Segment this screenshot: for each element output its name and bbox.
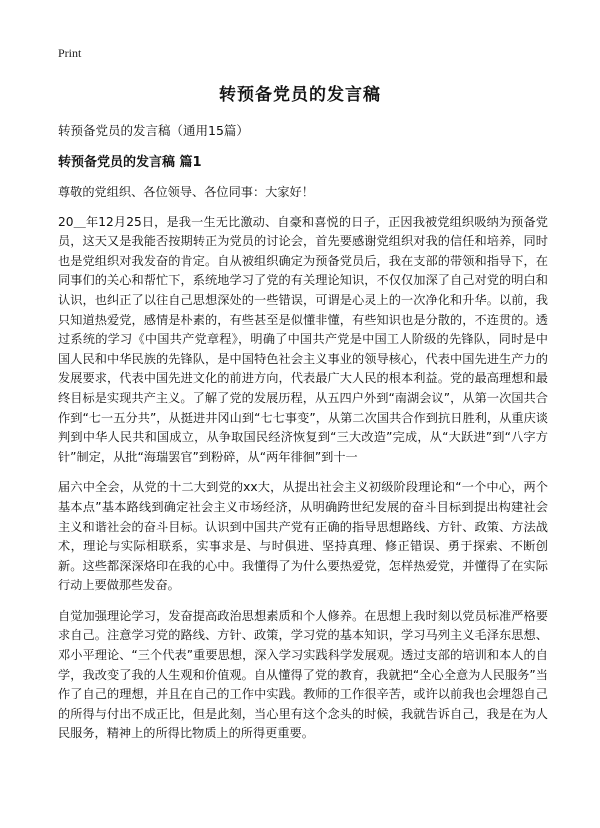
print-link[interactable]: Print [58,46,82,60]
document-body [58,122,548,755]
body-paragraph-2: 届六中全会，从党的十二大到党的xx大，从提出社会主义初级阶段理论和“一个中心，两个基本点”基本路线到确定社会主义市场经济，从明确跨世纪发展的奋斗目标到提出构建社会主义和谐社会的奋斗目标。认识到中国共产党有正确的指导思想路线、方针、政策、方法战术，理论与实际相联系，实事求是、与时俱进、坚持真理、修正错误、勇于探索、不断创新。这些都深深烙印在我的心中。我懂得了为什么要热爱党，怎样热爱党，并懂得了在实际行动上要做那些发奋。 [58,480,548,593]
body-paragraph-1: 20＿年12月25日，是我一生无比激动、自豪和喜悦的日子，正因我被党组织吸纳为预备党员，这天又是我能否按期转正为党员的讨论会，首先要感谢党组织对我的信任和培养，同时也是党组织对我发奋的肯定。自从被组织确定为预备党员后，我在支部的带领和指导下，在同事们的关心和帮忙下，系统地学习了党的有关理论知识，不仅仅加深了自己对党的明白和认识，也纠正了以往自己思想深处的一些错误，可谓是心灵上的一次净化和升华。以前，我只知道热爱党，感情是朴素的，有些甚至是似懂非懂，有些知识也是分散的，不连贯的。透过系统的学习《中国共产党章程》，明确了中国共产党是中国工人阶级的先锋队，同时是中国人民和中华民族的先锋队，是中国特色社会主义事业的领导核心，代表中国先进生产力的发展要求，代表中国先进文化的前进方向，代表最广大人民的根本利益。党的最高理想和最终目标是实现共产主义。了解了党的发展历程，从五四户外到“南湖会议”，从第一次国共合作到“七一五分共”，从挺进井冈山到“七七事变”，从第二次国共合作到抗日胜利，从重庆谈判到中华人民共和国成立，从争取国民经济恢复到“三大改造”完成，从“大跃进”到“八字方针”制定，从批“海瑞罢官”到粉碎，从“两年徘徊”到十一 [58,214,548,464]
section-heading: 转预备党员的发言稿 篇1 [58,155,202,170]
greeting-paragraph: 尊敬的党组织、各位领导、各位同事：大家好！ [58,185,314,199]
body-paragraph-3: 自觉加强理论学习，发奋提高政治思想素质和个人修养。在思想上我时刻以党员标准严格要求自己。注意学习党的路线、方针、政策，学习党的基本知识，学习马列主义毛泽东思想、邓小平理论、“三个代表”重要思想，深入学习实践科学发展观。透过支部的培训和本人的自学，我改变了我的人生观和价值观。自从懂得了党的教育，我就把“全心全意为人民服务”当作了自己的理想，并且在自己的工作中实践。教师的工作很辛苦，或许以前我也会埋怨自己的所得与付出不成正比，但是此刻，当心里有这个念头的时候，我就告诉自己，我是在为人民服务，精神上的所得比物质上的所得更重要。 [58,608,548,741]
page-title: 转预备党员的发言稿 [219,85,381,105]
document-subtitle: 转预备党员的发言稿（通用15篇） [58,123,249,138]
